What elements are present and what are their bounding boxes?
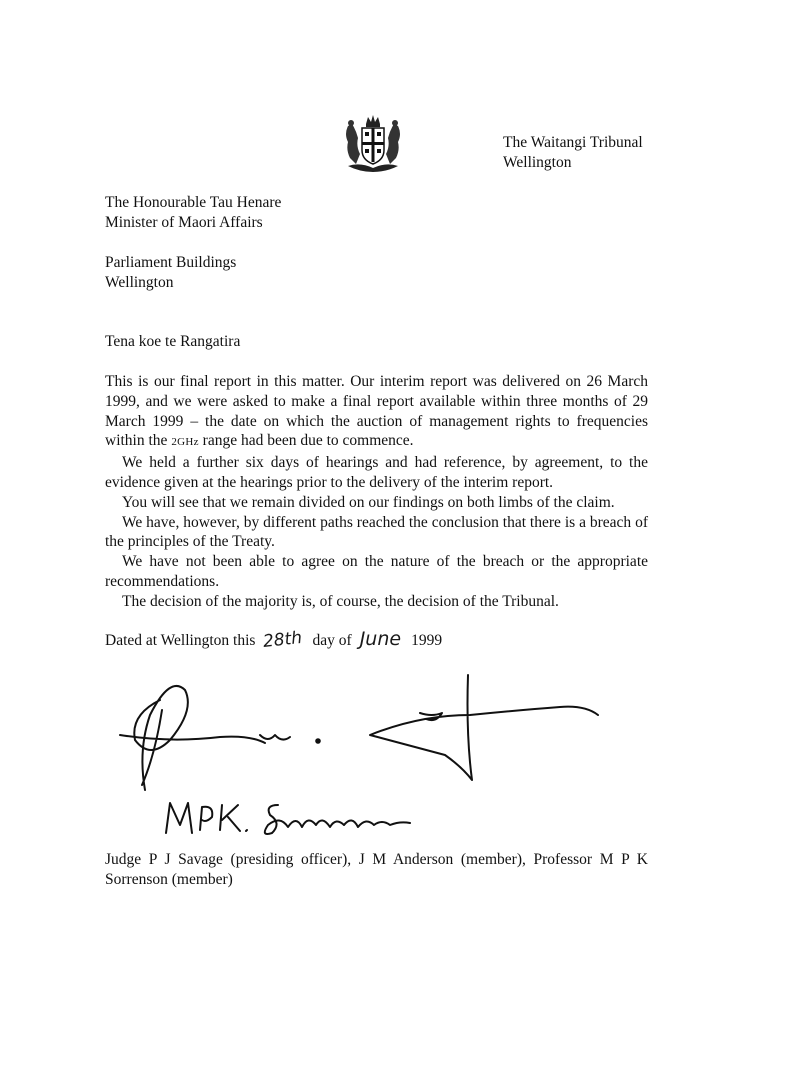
letter-body <box>105 372 648 612</box>
paragraph-4: We have, however, by different paths reached the conclusion that there is a breach of the principles of the Treaty. <box>105 513 648 551</box>
dated-line <box>105 628 442 652</box>
frequency-unit: 2GHz <box>171 436 199 449</box>
paragraph-6: The decision of the majority is, of course, the decision of the Tribunal. <box>122 592 559 610</box>
dated-year: 1999 <box>411 632 443 649</box>
paragraph-1: This is our final report in this matter. Our interim report was delivered on 26 March 1999, and we were asked to make a final report available within three months of 29 March 1999 – the date on which the auction of management rights to frequencies within the 2GHz range had been due to commence. <box>105 373 648 450</box>
signature-savage <box>120 686 290 790</box>
paragraph-5: We have not been able to agree on the nature of the breach or the appropriate recommendations. <box>105 553 648 590</box>
paragraph-3: You will see that we remain divided on our findings on both limbs of the claim. <box>122 493 615 511</box>
address-line-1: Parliament Buildings <box>105 254 237 271</box>
signature-anderson <box>370 675 598 780</box>
coat-of-arms-icon <box>340 114 406 176</box>
addressee-title: Minister of Maori Affairs <box>105 214 263 231</box>
paragraph-2: We held a further six days of hearings and had reference, by agreement, to the evidence given at the hearings prior to the delivery of the interim report. <box>105 454 648 491</box>
address-block <box>105 253 236 293</box>
handwritten-month: June <box>359 628 402 650</box>
addressee-name: The Honourable Tau Henare <box>105 194 282 211</box>
addressee-block <box>105 193 281 233</box>
signatories: Judge P J Savage (presiding officer), J M Anderson (member), Professor M P K Sorrenson (member) <box>105 851 648 888</box>
address-line-2: Wellington <box>105 274 174 291</box>
signature-dot <box>316 739 320 743</box>
dated-prefix: Dated at Wellington this <box>105 632 256 649</box>
signature-sorrenson <box>166 803 410 834</box>
salutation: Tena koe te Rangatira <box>105 333 241 350</box>
dated-middle: day of <box>312 632 352 649</box>
sender-city: Wellington <box>503 154 572 171</box>
signatures <box>100 655 620 850</box>
sender-name: The Waitangi Tribunal <box>503 134 643 151</box>
sender-block <box>503 133 643 173</box>
handwritten-day: 28th <box>262 628 304 652</box>
